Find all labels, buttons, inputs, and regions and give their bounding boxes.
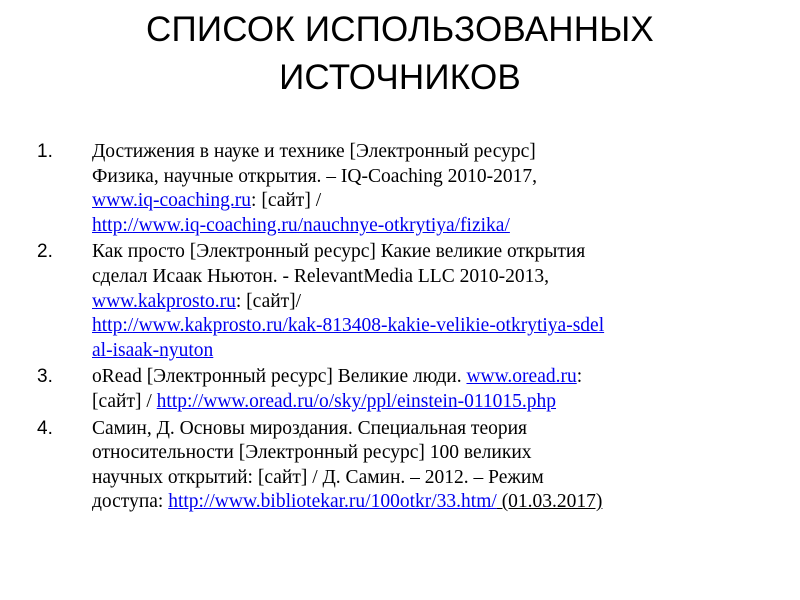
reference-text-line bbox=[92, 189, 767, 214]
reference-text-fragment: [сайт] / bbox=[92, 390, 157, 412]
reference-site-link[interactable]: www.oread.ru bbox=[466, 366, 577, 388]
reference-text-fragment: oRead [Электронный ресурс] Великие люди. bbox=[92, 366, 467, 388]
reference-text-fragment: доступа: bbox=[92, 491, 169, 513]
reference-text-line: Самин, Д. Основы мироздания. Специальная теория bbox=[92, 417, 528, 439]
reference-url-link[interactable]: http://www.oread.ru/o/sky/ppl/einstein-011015.php bbox=[156, 390, 557, 412]
reference-text-line bbox=[92, 490, 767, 515]
reference-text-line bbox=[92, 339, 767, 364]
reference-text-line bbox=[92, 390, 767, 415]
reference-text-fragment: : bbox=[576, 366, 583, 388]
reference-text-fragment: : [сайт]/ bbox=[235, 290, 302, 312]
reference-text-line: Как просто [Электронный ресурс] Какие великие открытия bbox=[92, 241, 586, 263]
reference-number: 4. bbox=[37, 417, 53, 439]
reference-text-line bbox=[92, 365, 767, 390]
reference-text-line: относительности [Электронный ресурс] 100 великих bbox=[92, 442, 532, 464]
reference-item-3 bbox=[37, 365, 767, 414]
reference-number: 1. bbox=[37, 141, 53, 162]
reference-site-link[interactable]: www.iq-coaching.ru bbox=[92, 190, 252, 212]
reference-url-link[interactable]: http://www.bibliotekar.ru/100otkr/33.htm/ bbox=[168, 491, 497, 513]
access-date: (01.03.2017) bbox=[496, 491, 603, 513]
reference-item-4 bbox=[37, 417, 767, 515]
reference-text-line bbox=[92, 290, 767, 315]
reference-text-line bbox=[92, 214, 767, 239]
reference-text-line: научных открытий: [сайт] / Д. Самин. – 2012. – Режим bbox=[92, 466, 544, 488]
reference-item-1 bbox=[37, 140, 767, 238]
reference-text-line: Физика, научные открытия. – IQ-Coaching 2010-2017, bbox=[92, 165, 537, 187]
reference-number: 3. bbox=[37, 366, 53, 388]
reference-url-link-continued[interactable]: al-isaak-nyuton bbox=[92, 339, 214, 361]
slide-title bbox=[40, 6, 760, 102]
slide-title-line-1: СПИСОК ИСПОЛЬЗОВАННЫХ bbox=[146, 10, 654, 49]
reference-list bbox=[37, 140, 767, 517]
reference-text-line: Достижения в науке и технике [Электронный ресурс] bbox=[92, 141, 536, 162]
reference-number: 2. bbox=[37, 241, 53, 263]
slide-title-line-2: ИСТОЧНИКОВ bbox=[279, 58, 521, 97]
reference-item-2 bbox=[37, 240, 767, 363]
reference-url-link[interactable]: http://www.iq-coaching.ru/nauchnye-otkrytiya/fizika/ bbox=[92, 214, 510, 236]
reference-url-link[interactable]: http://www.kakprosto.ru/kak-813408-kakie-velikie-otkrytiya-sdel bbox=[92, 315, 605, 337]
reference-site-link[interactable]: www.kakprosto.ru bbox=[92, 290, 236, 312]
reference-text-line: сделал Исаак Ньютон. - RelevantMedia LLC 2010-2013, bbox=[92, 265, 549, 287]
reference-text-line bbox=[92, 314, 767, 339]
reference-text-fragment: : [сайт] / bbox=[251, 190, 322, 212]
